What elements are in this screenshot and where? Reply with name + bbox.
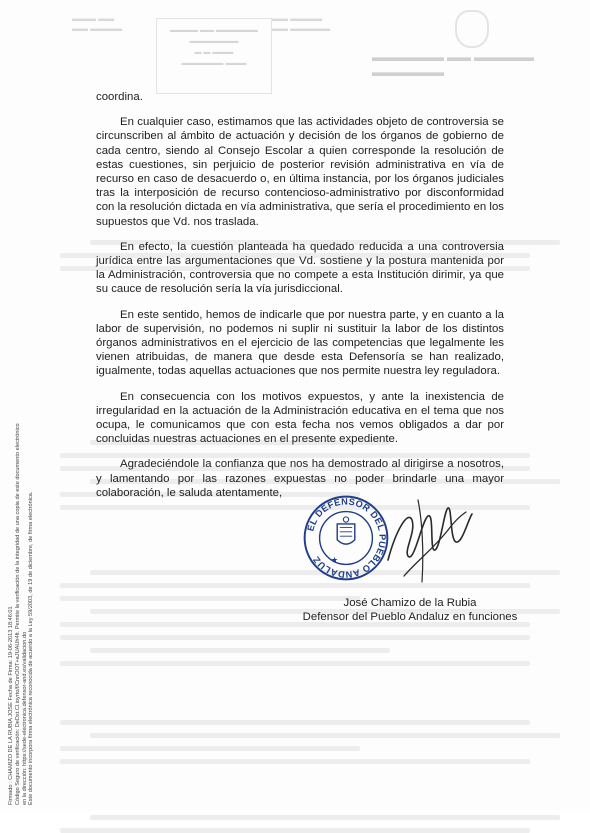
bleed-through-logo-icon: [455, 10, 489, 48]
bleed-through-line: [60, 720, 530, 725]
svg-text:★: ★: [331, 555, 339, 565]
bleed-through-line: [90, 815, 560, 820]
bleed-through-institution: ▬▬▬▬▬▬ ▬▬ ▬▬▬▬▬ ▬▬▬▬▬▬: [372, 50, 534, 79]
paragraph: En cualquier caso, estimamos que las actividades objeto de controversia se circunscriben al ámbito de actuación y decisión de los órganos de gobierno de cada centro, siendo al Consejo Escolar a quien corresponde la resolución de estas cuestiones, sin perjuicio de posterior revisión administrativa en vía de recurso en caso de desacuerdo o, en última instancia, por los órganos judiciales tras la interposición de recurso contencioso-administrativo por disconformidad con la resolución dictada en vía administrativa, que sería el procedimiento en los supuestos que Vd. nos traslada.: [96, 116, 504, 228]
side-text-line: Código Seguro de verificación: DeDxt.Cl.ioyrto/f/CnnOOT+aJUAUh4ft. Permite la verificación de la integridad de una copia de este documento electrónico: [14, 423, 21, 805]
handwritten-signature: [378, 490, 478, 590]
bleed-through-line: [60, 661, 530, 666]
side-text-line: en la dirección: https://sede-electronica.defensor-and.es/validacion.do: [21, 631, 28, 805]
institution-seal: [302, 494, 390, 582]
seal-text: EL DEFENSOR DEL PUEBLO ANDALUZ: [305, 496, 388, 580]
bleed-through-header: [0, 0, 590, 90]
bleed-through-line: [60, 759, 530, 764]
paragraph: coordina.: [96, 91, 143, 103]
signature-area: [300, 492, 500, 612]
letter-body: [96, 90, 504, 511]
side-text-line: Este documento incorpora firma electrónica reconocida de acuerdo a la Ley 59/2003, de 19 de diciembre, de firma electrónica.: [28, 491, 35, 805]
paragraph: Agradeciéndole la confianza que nos ha demostrado al dirigirse a nosotros, y lamentando por las razones expuestas no poder brindarle una mayor colaboración, le saluda atentamente,: [96, 458, 504, 499]
bleed-through-stamp: ▬▬▬▬ ▬▬ ▬▬▬▬▬▬ ▬▬▬▬▬▬▬ ▬ ▬ ▬▬▬ ▬▬▬▬▬▬ ▬▬▬: [156, 18, 272, 94]
bleed-through-ref-box: ▬▬▬ ▬▬ ▬▬ ▬▬▬▬: [72, 14, 123, 33]
paragraph: En efecto, la cuestión planteada ha quedado reducida a una controversia jurídica entre las argumentaciones que Vd. sostiene y la postura mantenida por la Administración, controversia que no compete a esta Institución dirimir, ya que su cauce de resolución sería la vía jurisdiccional.: [96, 240, 504, 296]
signer-block: [290, 596, 530, 624]
side-text-line: Firmado : CHAMIZO DE LA RUBIA JOSE Fecha de Firma: 19-06-2013 18:46:01: [8, 606, 14, 805]
signer-name: José Chamizo de la Rubia: [343, 597, 477, 609]
bleed-through-line: [60, 746, 360, 751]
bleed-through-line: [90, 733, 560, 738]
paragraph: En consecuencia con los motivos expuestos, y ante la inexistencia de irregularidad en la actuación de la Administración educativa en el tema que nos ocupa, le comunicamos que con esta fecha nos vemos obligados a dar por concluidas nuestras actuaciones en el presente expediente.: [96, 390, 504, 446]
signer-role: Defensor del Pueblo Andaluz en funciones: [302, 611, 518, 623]
paragraph: En este sentido, hemos de indicarle que por nuestra parte, y en cuanto a la labor de supervisión, no podemos ni suplir ni sustituir la labor de los distintos órganos administrativos en el ejercicio de las competencias que legalmente les vienen atribuidas, de manera que desde esta Defensoría se han realizado, igualmente, todas aquellas actuaciones que nos permite nuestra ley reguladora.: [96, 308, 504, 378]
electronic-signature-footnote: [8, 335, 35, 805]
bleed-through-line: [60, 828, 530, 833]
bleed-through-registry: ▬▬ ▬▬▬▬ ▬▬ ▬▬▬▬▬: [272, 14, 331, 33]
bleed-through-line: [90, 648, 390, 653]
bleed-through-line: [60, 635, 530, 640]
